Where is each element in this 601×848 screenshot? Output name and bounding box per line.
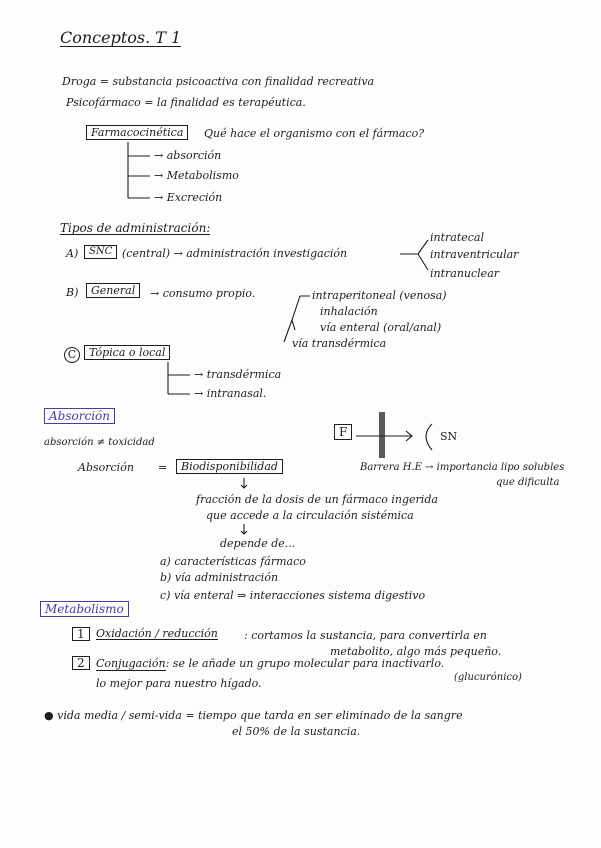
depende-text: depende de... — [220, 537, 296, 550]
item1-text-2: metabolito, algo más pequeño. — [330, 645, 502, 658]
item1-text: : cortamos la sustancia, para convertirla en — [244, 629, 487, 642]
diagram-sn: SN — [440, 430, 458, 443]
tree-line-c — [168, 362, 190, 394]
branch-a-item: intraventricular — [430, 248, 519, 261]
definition-psicofarmaco: Psicofármaco = la finalidad es terapéutica. — [66, 96, 306, 109]
snc-box: SNC — [84, 245, 117, 259]
down-arrow-2 — [241, 524, 247, 534]
branch-b-item: vía enteral (oral/anal) — [320, 321, 442, 334]
definition-droga: Droga = substancia psicoactiva con finalidad recreativa — [62, 75, 375, 88]
branch-b-item: vía transdérmica — [292, 337, 387, 350]
item2-note: (glucurónico) — [454, 672, 522, 683]
diagram-f-box: F — [334, 424, 352, 440]
general-box: General — [86, 283, 140, 298]
factor-item: c) vía enteral ⇒ interacciones sistema digestivo — [160, 589, 426, 602]
biodisponibilidad-def-2: que accede a la circulación sistémica — [206, 509, 414, 522]
farmacocinetica-box: Farmacocinética — [86, 125, 188, 140]
biodisponibilidad-box: Biodisponibilidad — [176, 459, 283, 474]
formula-eq: = — [158, 461, 168, 474]
branch-a — [400, 240, 428, 270]
vida-media: ● vida media / semi-vida = tiempo que tarda en ser eliminado de la sangre — [44, 709, 463, 722]
branch-c-item: → intranasal. — [194, 387, 267, 400]
barrera-text: Barrera H.E → importancia lipo solubles — [360, 462, 565, 473]
branch-b — [284, 296, 310, 342]
formula-left: Absorción — [78, 461, 134, 474]
item2-text-2: lo mejor para nuestro hígado. — [96, 677, 262, 690]
branch-c-item: → transdérmica — [194, 368, 282, 381]
farmaco-item: → Excreción — [154, 191, 223, 204]
branch-b-item: inhalación — [320, 305, 378, 318]
metabolismo-heading: Metabolismo — [40, 601, 129, 617]
farmaco-item: → absorción — [154, 149, 222, 162]
farmacocinetica-question: Qué hace el organismo con el fármaco? — [204, 127, 425, 140]
biodisponibilidad-def-1: fracción de la dosis de un fármaco ingerida — [196, 493, 438, 506]
branch-b-item: intraperitoneal (venosa) — [312, 289, 447, 302]
item2-number: 2 — [72, 656, 90, 670]
topica-box: Tópica o local — [84, 345, 170, 360]
factor-item: b) vía administración — [160, 571, 279, 584]
tipos-heading: Tipos de administración: — [60, 221, 211, 235]
general-arrow: → consumo propio. — [150, 287, 256, 300]
vida-media-2: el 50% de la sustancia. — [232, 725, 361, 738]
marker-b: B) — [66, 286, 79, 299]
farmaco-item: → Metabolismo — [154, 169, 239, 182]
item1-number: 1 — [72, 627, 90, 641]
item2-title: Conjugación — [96, 657, 166, 670]
absorcion-heading: Absorción — [44, 408, 115, 424]
page-title: Conceptos. T 1 — [60, 28, 182, 47]
branch-a-item: intratecal — [430, 231, 485, 244]
sn-curve — [426, 424, 432, 450]
item2-line — [96, 658, 444, 669]
factor-item: a) características fármaco — [160, 555, 306, 568]
item2-text: : se le añade un grupo molecular para inactivarlo. — [165, 657, 445, 670]
absorcion-subline: absorción ≠ toxicidad — [44, 437, 155, 448]
item1-title: Oxidación / reducción — [96, 627, 218, 640]
snc-text: (central) → administración investigación — [122, 247, 348, 260]
tree-line-farmaco — [128, 142, 150, 198]
marker-a: A) — [66, 247, 79, 260]
marker-c: C — [64, 347, 80, 363]
branch-a-item: intranuclear — [430, 267, 500, 280]
down-arrow-1 — [241, 478, 247, 488]
barrera-text-2: que dificulta — [496, 477, 560, 488]
